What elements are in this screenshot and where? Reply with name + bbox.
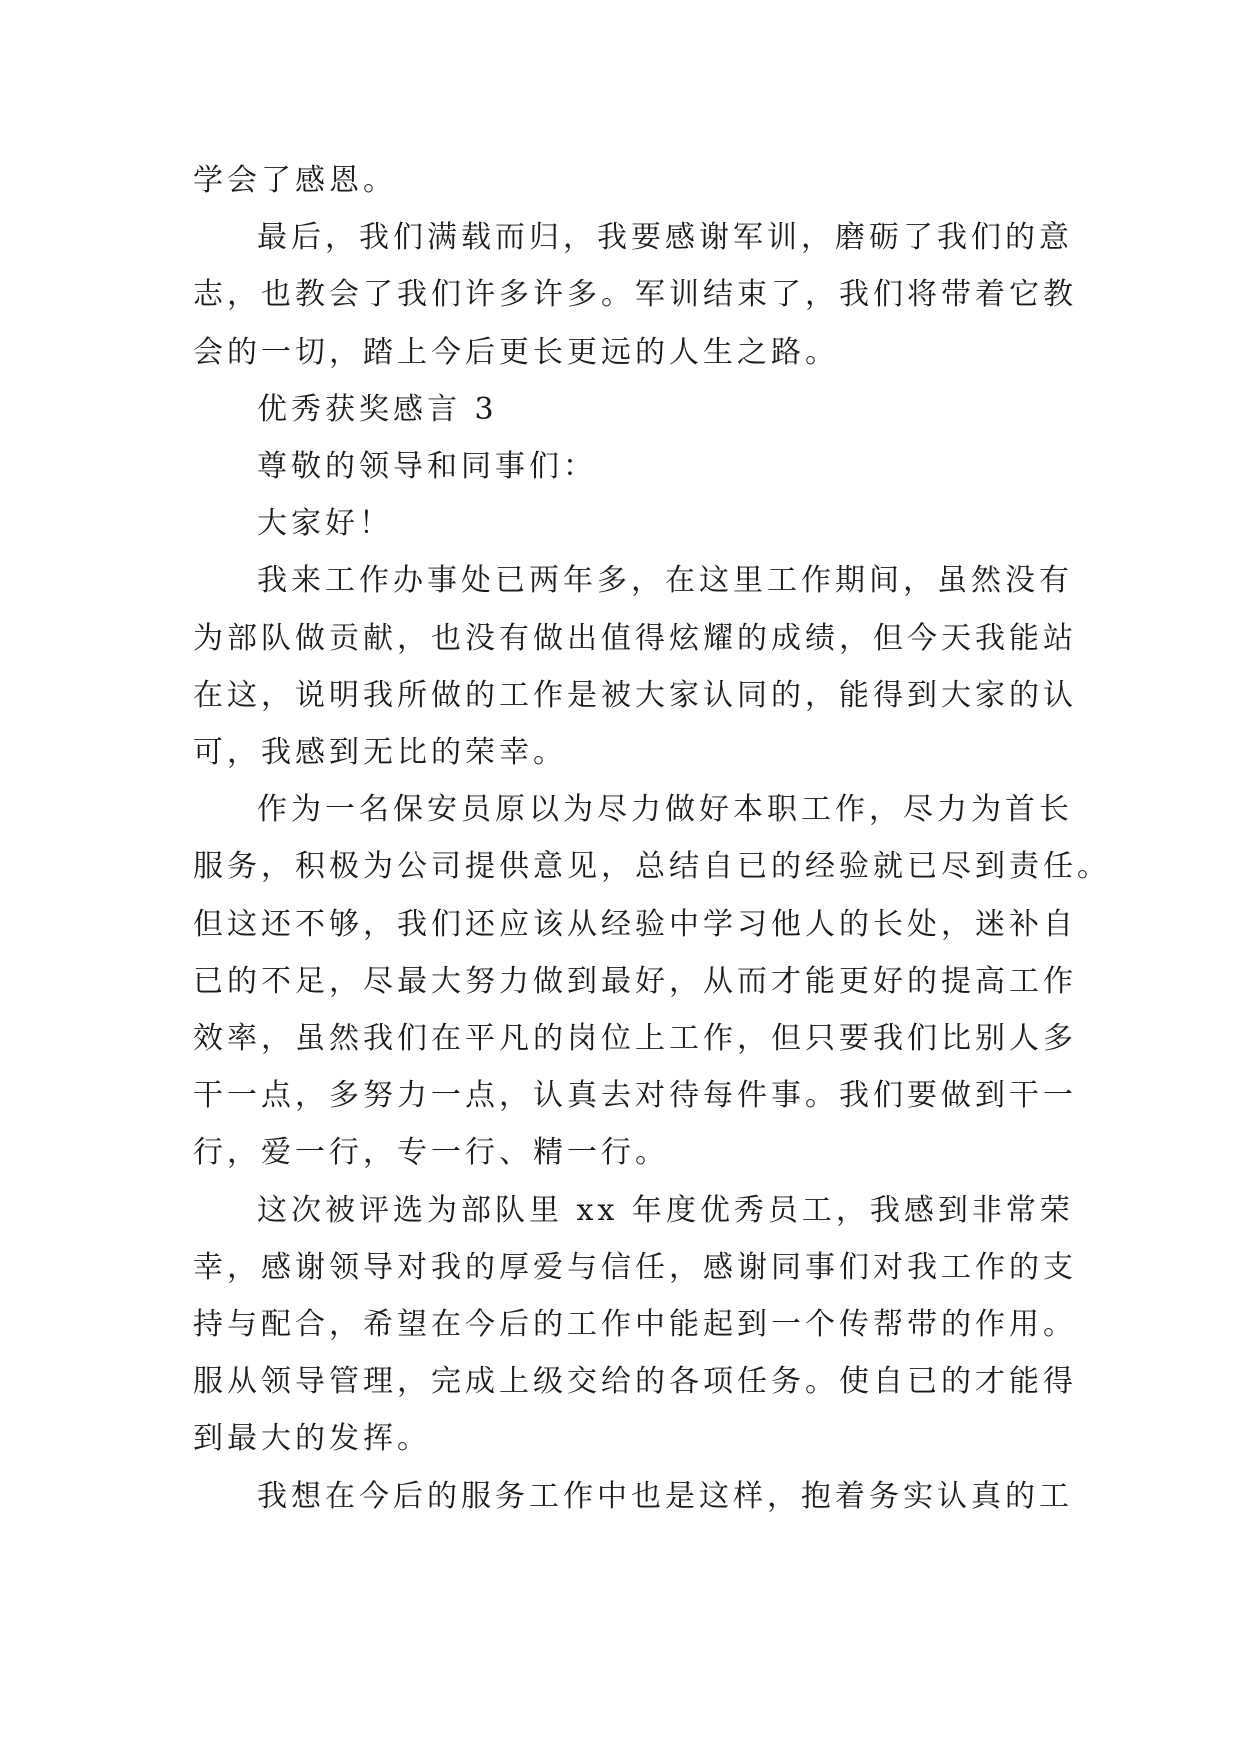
text-line: 在这，说明我所做的工作是被大家认同的，能得到大家的认 xyxy=(193,677,1077,713)
document-body xyxy=(193,152,1111,1525)
text-line: 干一点，多努力一点，认真去对待每件事。我们要做到干一 xyxy=(193,1078,1077,1114)
paragraph-9 xyxy=(193,1468,1073,1525)
text-line: 可，我感到无比的荣幸。 xyxy=(193,735,567,771)
text-line: 行，爱一行，专一行、精一行。 xyxy=(193,1135,669,1171)
text-line: 为部队做贡献，也没有做出值得炫耀的成绩，但今天我能站 xyxy=(193,620,1077,656)
text-line: 已的不足，尽最大努力做到最好，从而才能更好的提高工作 xyxy=(193,963,1077,999)
text-line: 服务，积极为公司提供意见，总结自已的经验就已尽到责任。 xyxy=(193,849,1111,885)
salutation xyxy=(193,438,1053,495)
text-line: 效率，虽然我们在平凡的岗位上工作，但只要我们比别人多 xyxy=(193,1021,1077,1057)
text-line: 尊敬的领导和同事们： xyxy=(257,449,597,485)
paragraph-7 xyxy=(193,781,1111,1181)
text-line: 作为一名保安员原以为尽力做好本职工作，尽力为首长 xyxy=(257,792,1073,828)
greeting xyxy=(193,495,1053,552)
text-line: 幸，感谢领导对我的厚爱与信任，感谢同事们对我工作的支 xyxy=(193,1249,1077,1285)
text-line: 但这还不够，我们还应该从经验中学习他人的长处，迷补自 xyxy=(193,906,1077,942)
text-line: 到最大的发挥。 xyxy=(193,1421,431,1457)
text-line: 志，也教会了我们许多许多。军训结束了，我们将带着它教 xyxy=(193,277,1077,313)
text-line: 优秀获奖感言 3 xyxy=(257,391,498,427)
paragraph-6 xyxy=(193,552,1077,781)
paragraph-8 xyxy=(193,1182,1077,1468)
paragraph-1 xyxy=(193,152,1053,209)
text-line: 这次被评选为部队里 xx 年度优秀员工，我感到非常荣 xyxy=(257,1192,1074,1228)
text-line: 学会了感恩。 xyxy=(193,163,397,198)
section-heading xyxy=(193,381,1053,438)
text-line: 持与配合，希望在今后的工作中能起到一个传帮带的作用。 xyxy=(193,1307,1077,1343)
text-line: 最后，我们满载而归，我要感谢军训，磨砺了我们的意 xyxy=(257,220,1073,256)
text-line: 大家好！ xyxy=(257,506,393,542)
text-line: 我来工作办事处已两年多，在这里工作期间，虽然没有 xyxy=(257,563,1073,599)
text-line: 我想在今后的服务工作中也是这样，抱着务实认真的工 xyxy=(257,1478,1073,1514)
text-line: 会的一切，踏上今后更长更远的人生之路。 xyxy=(193,334,839,370)
paragraph-2 xyxy=(193,209,1077,381)
text-line: 服从领导管理，完成上级交给的各项任务。使自已的才能得 xyxy=(193,1364,1077,1400)
